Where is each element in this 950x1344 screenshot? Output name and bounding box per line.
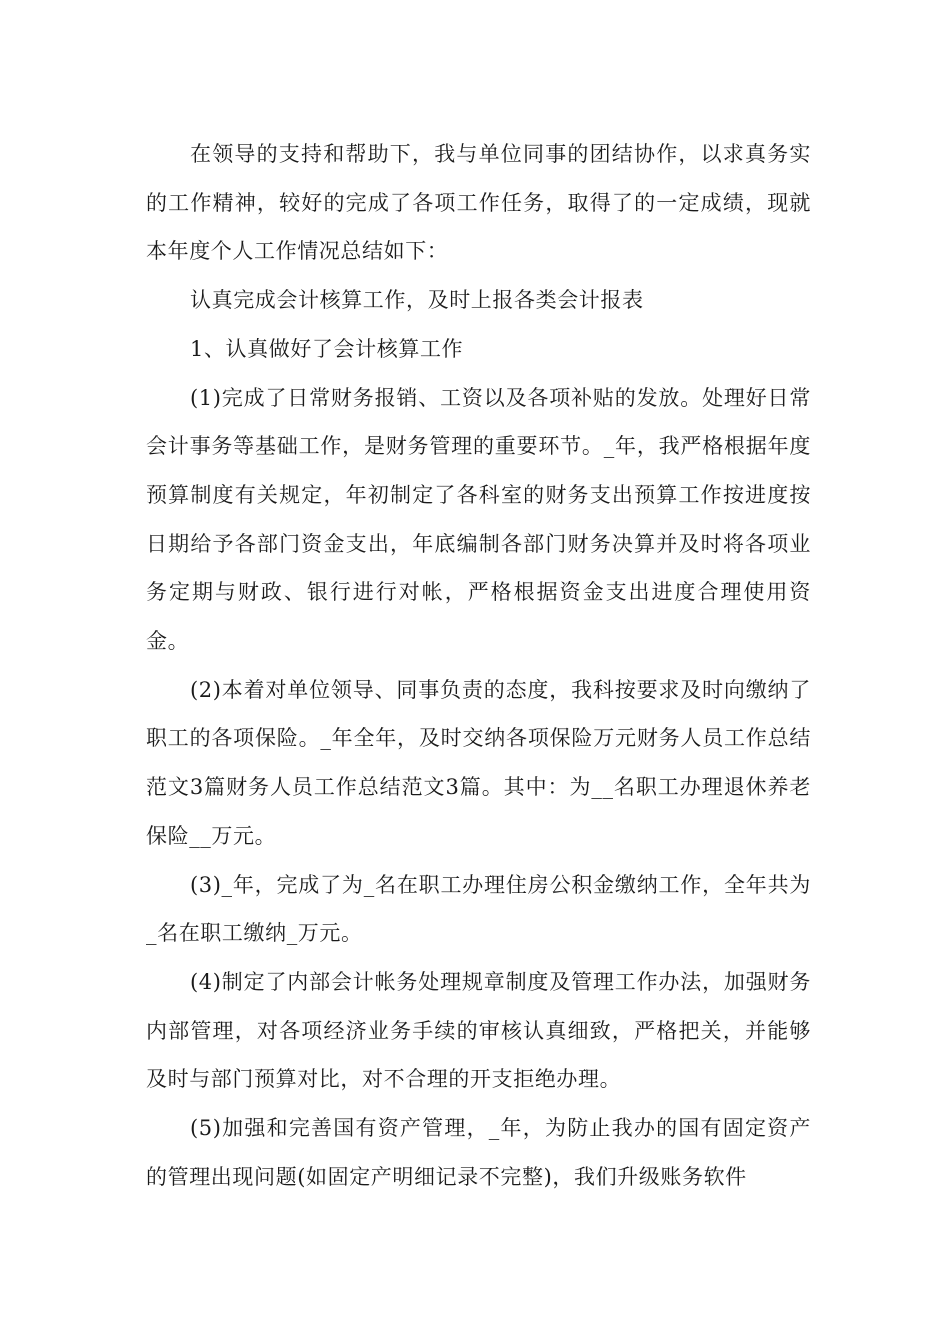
paragraph-item-4: (4)制定了内部会计帐务处理规章制度及管理工作办法，加强财务内部管理，对各项经济业务手续的审核认真细致，严格把关，并能够及时与部门预算对比，对不合理的开支拒绝办理。: [146, 969, 811, 1092]
paragraph-intro: 在领导的支持和帮助下，我与单位同事的团结协作，以求真务实的工作精神，较好的完成了各项工作任务，取得了的一定成绩，现就本年度个人工作情况总结如下：: [146, 142, 811, 264]
paragraph-item-1: (1)完成了日常财务报销、工资以及各项补贴的发放。处理好日常会计事务等基础工作，是财务管理的重要环节。_年，我严格根据年度预算制度有关规定，年初制定了各科室的财务支出预算工作按进度按日期给予各部门资金支出，年底编制各部门财务决算并及时将各项业务定期与财政、银行进行对帐，严格根据资金支出进度合理使用资金。: [146, 385, 811, 654]
paragraph-item-3: (3)_年，完成了为_名在职工办理住房公积金缴纳工作，全年共为_名在职工缴纳_万元。: [146, 872, 811, 946]
paragraph-item-5: (5)加强和完善国有资产管理，_年，为防止我办的国有固定资产的管理出现问题(如固定产明细记录不完整)，我们升级账务软件: [146, 1116, 811, 1189]
document-body: [146, 130, 811, 1201]
subsection-heading: 1、认真做好了会计核算工作: [190, 336, 464, 361]
paragraph-item-2: (2)本着对单位领导、同事负责的态度，我科按要求及时向缴纳了职工的各项保险。_年全年，及时交纳各项保险万元财务人员工作总结范文3篇财务人员工作总结范文3篇。其中：为__名职工办理退休养老保险__万元。: [146, 677, 811, 848]
section-heading: 认真完成会计核算工作，及时上报各类会计报表: [190, 288, 644, 313]
